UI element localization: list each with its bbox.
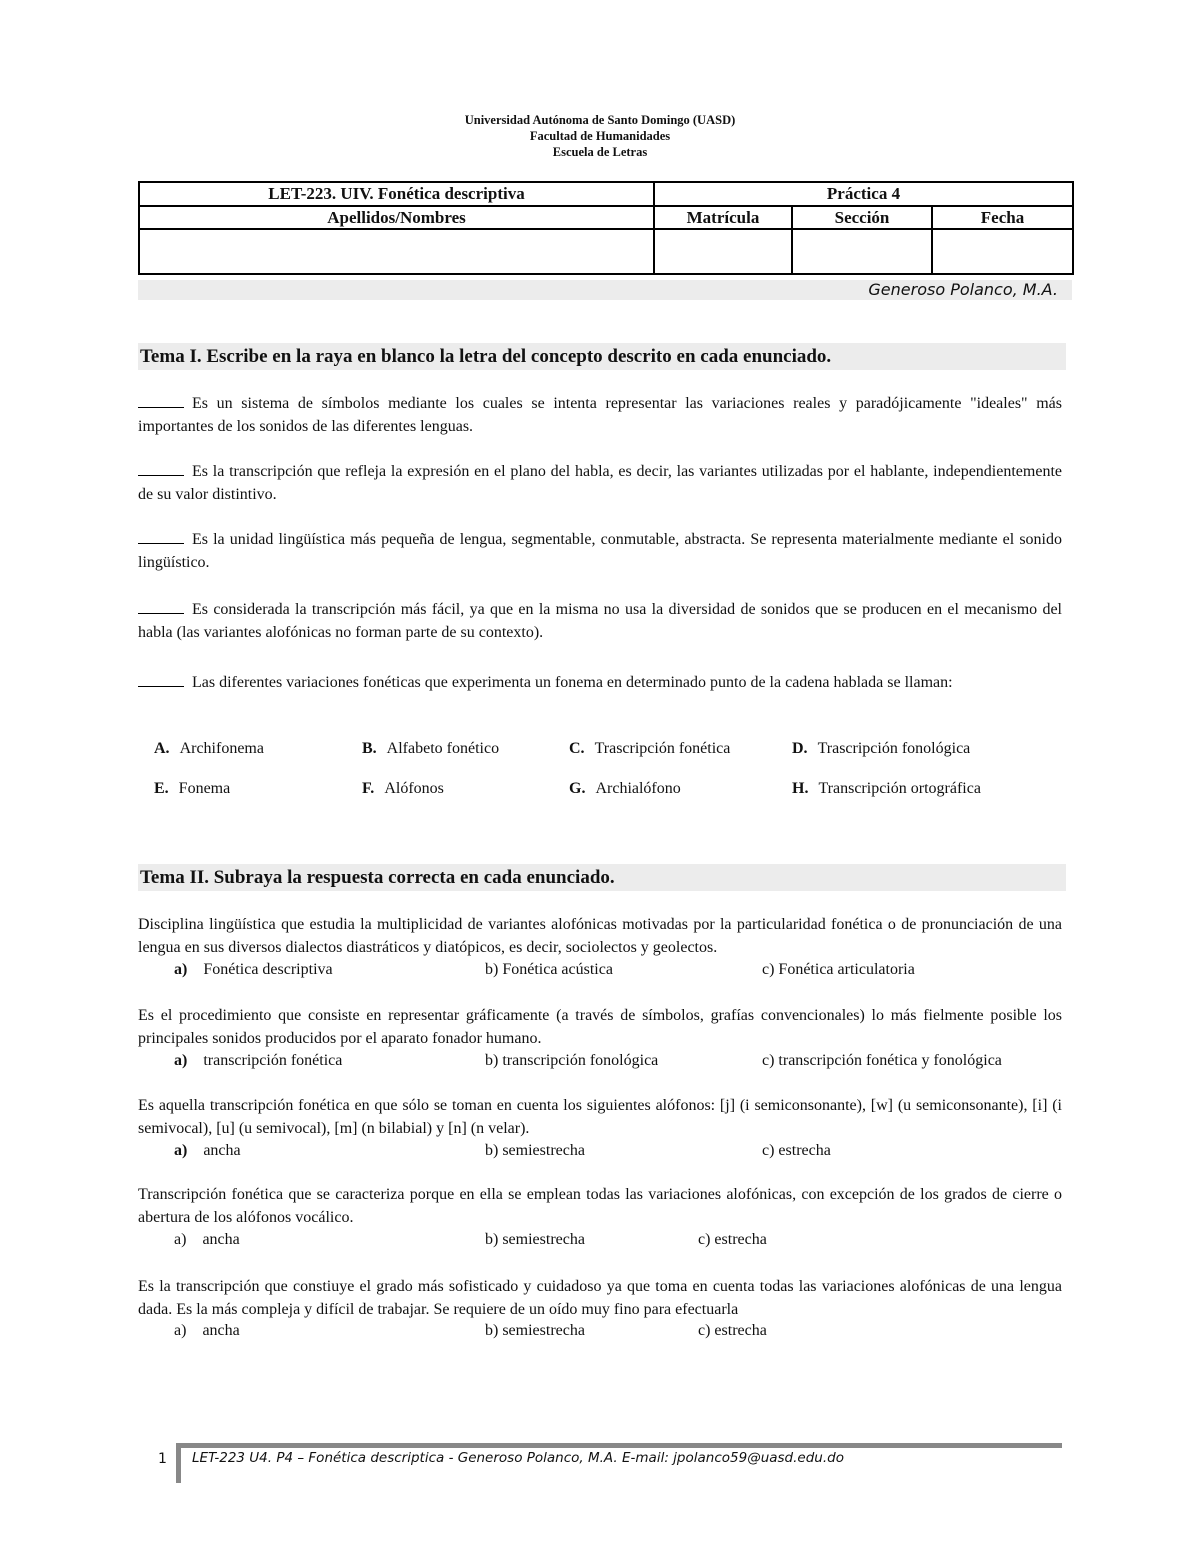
institution-header <box>0 112 1200 160</box>
names-cell[interactable] <box>139 229 654 274</box>
tema-2-question: Es el procedimiento que consiste en representar gráficamente (a través de símbolos, grafías convencionales) lo más fielmente posible los principales sonidos producidos por el aparato fonador humano. <box>138 1007 1062 1047</box>
date-header: Fecha <box>932 206 1073 229</box>
author-name: Generoso Polanco, M.A. <box>868 280 1058 299</box>
footer-text: LET-223 U4. P4 – Fonética descriptica - Generoso Polanco, M.A. E-mail: jpolanco59@uasd.edu.do <box>192 1450 844 1466</box>
answer-c[interactable]: c) estrecha <box>698 1322 767 1339</box>
id-cell[interactable] <box>654 229 792 274</box>
answer-a[interactable]: a) ancha <box>174 1142 241 1159</box>
answer-blank[interactable] <box>138 393 184 408</box>
answer-c[interactable]: c) transcripción fonética y fonológica <box>762 1052 1002 1069</box>
tema-2-question: Es la transcripción que constiuye el grado más sofisticado y cuidadoso ya que toma en cuenta todas las variaciones alofónicas de una lengua dada. Es la más compleja y difícil de trabajar. Se requiere de un oído muy fino para efectuarla <box>138 1278 1062 1318</box>
tema-2-question: Es aquella transcripción fonética en que sólo se toman en cuenta los siguientes alófonos: [j] (i semiconsonante), [w] (u semiconsonante), [i] (i semivocal), [u] (u semivocal), [m] (n bilabial) y [n] (n velar). <box>138 1097 1062 1137</box>
footer-rule <box>178 1443 1062 1448</box>
answer-a[interactable]: a) ancha <box>174 1231 240 1248</box>
date-cell[interactable] <box>932 229 1073 274</box>
option-d: D. Trascripción fonológica <box>792 740 971 757</box>
option-h: H. Transcripción ortográfica <box>792 780 981 797</box>
answer-c[interactable]: c) Fonética articulatoria <box>762 961 915 978</box>
practice-title: Práctica 4 <box>654 182 1073 206</box>
tema-2-title: Tema II. Subraya la respuesta correcta en cada enunciado. <box>138 864 1066 891</box>
answer-b[interactable]: b) semiestrecha <box>485 1322 585 1339</box>
answer-a[interactable]: a) ancha <box>174 1322 240 1339</box>
page-number: 1 <box>158 1451 167 1467</box>
option-a: A. Archifonema <box>154 740 264 757</box>
option-b: B. Alfabeto fonético <box>362 740 500 757</box>
answer-blank[interactable] <box>138 599 184 614</box>
answer-a[interactable]: a) Fonética descriptiva <box>174 961 333 978</box>
answer-a[interactable]: a) transcripción fonética <box>174 1052 343 1069</box>
section-cell[interactable] <box>792 229 932 274</box>
answer-b[interactable]: b) transcripción fonológica <box>485 1052 659 1069</box>
student-info-table <box>138 181 1074 275</box>
option-f: F. Alófonos <box>362 780 444 797</box>
id-header: Matrícula <box>654 206 792 229</box>
author-bar <box>138 280 1072 300</box>
answer-blank[interactable] <box>138 672 184 687</box>
option-g: G. Archialófono <box>569 780 681 797</box>
tema-1-item: Las diferentes variaciones fonéticas que experimenta un fonema en determinado punto de la cadena hablada se llaman: <box>138 672 1062 695</box>
tema-2-question: Transcripción fonética que se caracteriza porque en ella se emplean todas las variaciones alofónicas, con excepción de los grados de cierre o abertura de los alófonos vocálico. <box>138 1186 1062 1226</box>
tema-1-item: Es la unidad lingüística más pequeña de lengua, segmentable, conmutable, abstracta. Se representa materialmente mediante el sonido lingüístico. <box>138 531 1062 571</box>
answer-blank[interactable] <box>138 529 184 544</box>
tema-1-item: Es un sistema de símbolos mediante los cuales se intenta representar las variaciones reales y paradójicamente "ideales" más importantes de los sonidos de las diferentes lenguas. <box>138 395 1062 435</box>
school-name: Escuela de Letras <box>552 145 648 159</box>
option-e: E. Fonema <box>154 780 231 797</box>
tema-1-title: Tema I. Escribe en la raya en blanco la letra del concepto descrito en cada enunciado. <box>138 343 1066 370</box>
answer-blank[interactable] <box>138 461 184 476</box>
names-header: Apellidos/Nombres <box>139 206 654 229</box>
faculty-name: Facultad de Humanidades <box>529 129 671 143</box>
answer-c[interactable]: c) estrecha <box>762 1142 831 1159</box>
answer-c[interactable]: c) estrecha <box>698 1231 767 1248</box>
tema-1-item: Es la transcripción que refleja la expresión en el plano del habla, es decir, las variantes utilizadas por el hablante, independientemente de su valor distintivo. <box>138 463 1062 503</box>
answer-b[interactable]: b) Fonética acústica <box>485 961 613 978</box>
answer-b[interactable]: b) semiestrecha <box>485 1142 585 1159</box>
course-title: LET-223. UIV. Fonética descriptiva <box>139 182 654 206</box>
option-c: C. Trascripción fonética <box>569 740 731 757</box>
tema-1-item: Es considerada la transcripción más fácil, ya que en la misma no usa la diversidad de sonidos que se producen en el mecanismo del habla (las variantes alofónicas no forman parte de su contexto). <box>138 601 1062 641</box>
section-header: Sección <box>792 206 932 229</box>
footer-vertical-rule <box>176 1443 181 1483</box>
answer-b[interactable]: b) semiestrecha <box>485 1231 585 1248</box>
tema-2-question: Disciplina lingüística que estudia la multiplicidad de variantes alofónicas motivadas por la particularidad fonética o de pronunciación de una lengua en sus diversos dialectos diastráticos y diatópicos, es decir, sociolectos y geolectos. <box>138 916 1062 956</box>
university-name: Universidad Autónoma de Santo Domingo (UASD) <box>464 113 736 127</box>
